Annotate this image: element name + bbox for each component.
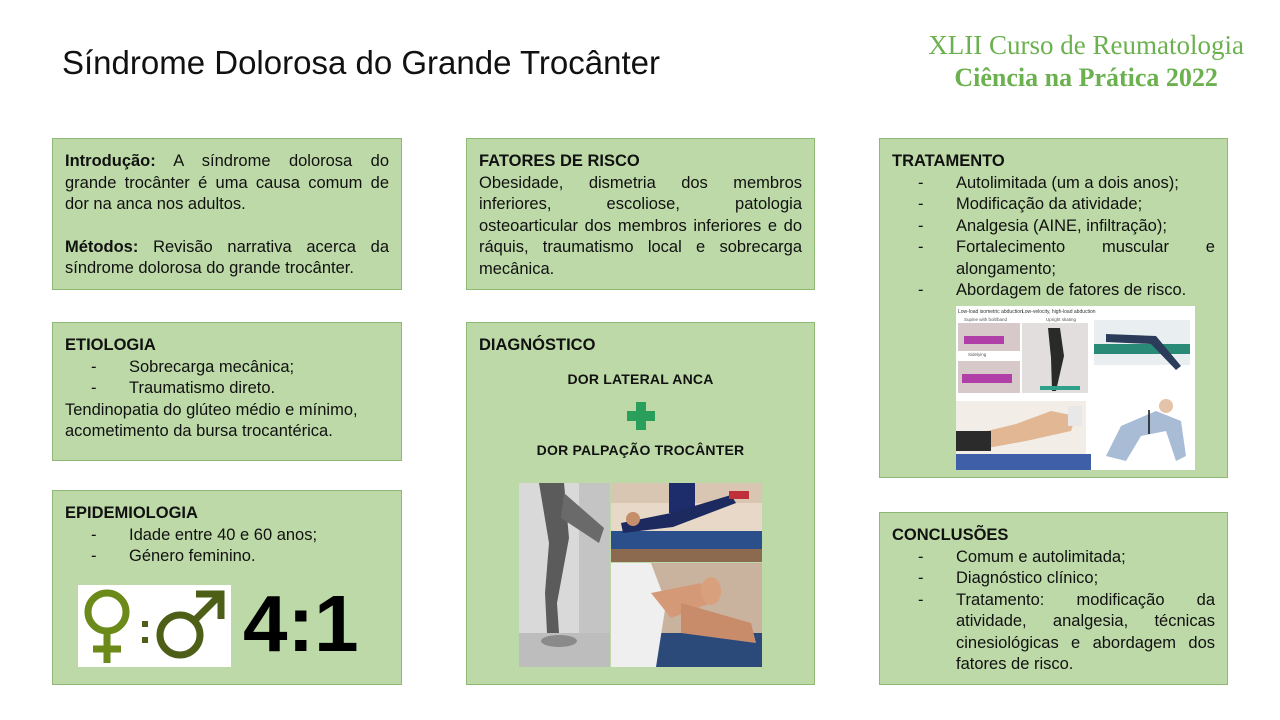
epidemiologia-title: EPIDEMIOLOGIA (65, 504, 198, 522)
fatores-text: Obesidade, dismetria dos membros inferiores, escoliose, patologia osteoarticular dos membros inferiores e do ráquis, traumatismo local e sobrecarga mecânica. (479, 173, 802, 278)
exercise-label: Low-load isometric abduction (958, 309, 1023, 315)
intro-text: A síndrome dolorosa do grande trocânter é uma causa comum de dor na anca nos adultos. (65, 152, 389, 213)
exercise-illustration (956, 306, 1195, 470)
plus-icon (627, 402, 655, 430)
fatores-box (466, 138, 815, 290)
diagnostico-line-2: DOR PALPAÇÃO TROCÂNTER (536, 442, 745, 458)
male-icon (160, 594, 221, 655)
exercise-label: Sidelying (968, 352, 987, 357)
standing-hip-photo (519, 483, 610, 667)
colon-icon (142, 621, 148, 643)
slide-title: Síndrome Dolorosa do Grande Trocânter (62, 44, 660, 81)
list-item: - Idade entre 40 e 60 anos; (65, 525, 389, 547)
etiologia-list (65, 357, 389, 400)
conclusoes-list (892, 547, 1215, 676)
etiologia-title: ETIOLOGIA (65, 336, 156, 354)
list-item: - Fortalecimento muscular e alongamento; (892, 237, 1215, 280)
diagnostico-title: DIAGNÓSTICO (479, 336, 596, 354)
etiologia-box (52, 322, 402, 461)
intro-box (52, 138, 402, 290)
list-item: - Autolimitada (um a dois anos); (892, 173, 1215, 195)
fatores-title: FATORES DE RISCO (479, 152, 640, 170)
diagnostico-line-1: DOR LATERAL ANCA (567, 370, 714, 387)
intro-paragraph (65, 151, 389, 216)
etiologia-text: Tendinopatia do glúteo médio e mínimo, acometimento da bursa trocantérica. (65, 400, 358, 440)
exercise-label: Upright skating (1046, 317, 1077, 322)
female-icon (88, 593, 126, 663)
palpation-photo (611, 563, 762, 667)
list-item: - Modificação da atividade; (892, 194, 1215, 216)
conclusoes-box (879, 512, 1228, 685)
gender-ratio: 4:1 (243, 579, 359, 668)
list-item: - Sobrecarga mecânica; (65, 357, 389, 379)
exercise-label: Low-velocity, high-load abduction (1022, 309, 1096, 315)
female-male-icon (78, 585, 231, 667)
methods-text: Revisão narrativa acerca da síndrome dolorosa do grande trocânter. (65, 237, 389, 277)
list-item: - Diagnóstico clínico; (892, 568, 1215, 590)
brand-line-1: XLII Curso de Reumatologia (928, 30, 1244, 60)
intro-label: Introdução: (65, 152, 156, 170)
brand-line-2: Ciência na Prática 2022 (954, 63, 1218, 92)
conclusoes-title: CONCLUSÕES (892, 526, 1009, 544)
sidelying-exercise-photo (611, 483, 762, 562)
list-item: - Analgesia (AINE, infiltração); (892, 216, 1215, 238)
list-item: - Comum e autolimitada; (892, 547, 1215, 569)
methods-paragraph (65, 237, 389, 280)
list-item: - Género feminino. (65, 546, 389, 568)
gender-symbols (78, 585, 231, 667)
course-brand (928, 30, 1244, 93)
list-item: - Abordagem de fatores de risco. (892, 280, 1215, 302)
tratamento-list (892, 173, 1215, 302)
list-item: - Traumatismo direto. (65, 378, 389, 400)
tratamento-title: TRATAMENTO (892, 152, 1005, 170)
epidemiologia-list (65, 525, 389, 568)
exercise-label: Supine with bolt/band (964, 317, 1008, 322)
list-item: - Tratamento: modificação da atividade, analgesia, técnicas cinesiológicas e abordagem dos fatores de risco. (892, 590, 1215, 676)
methods-label: Métodos: (65, 237, 139, 256)
